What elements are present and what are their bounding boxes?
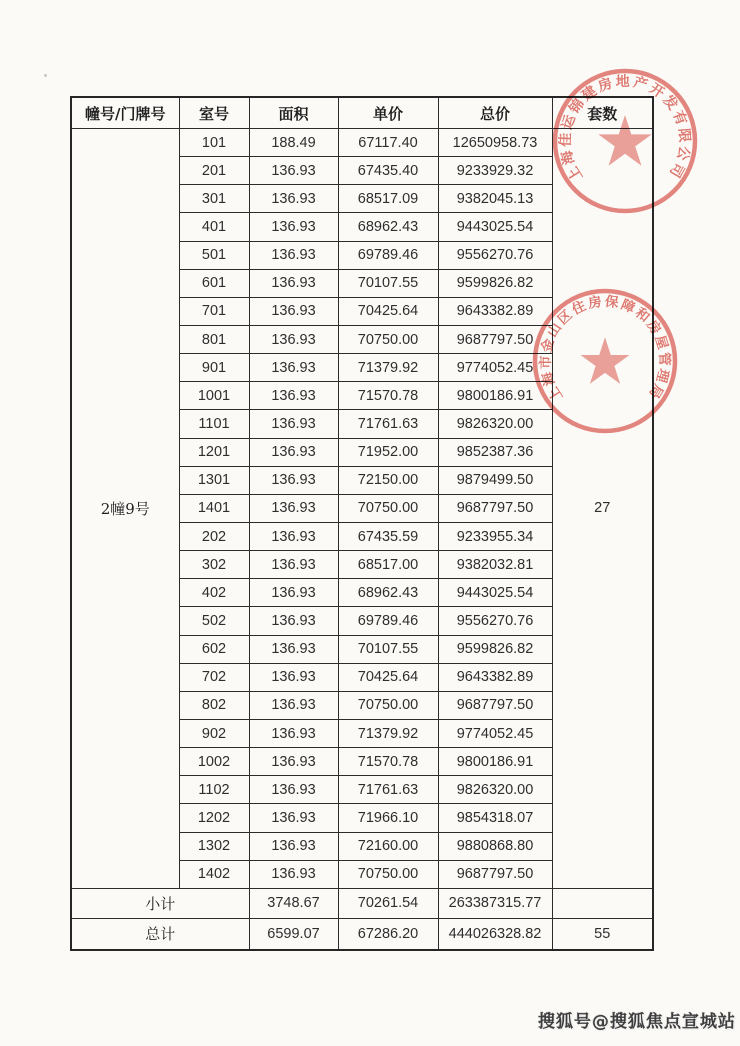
- grand-total-row: [71, 918, 653, 950]
- unit-price-cell: 71570.78: [338, 382, 438, 410]
- total-price-cell: 9687797.50: [438, 691, 552, 719]
- room-number-cell: 1002: [179, 748, 249, 776]
- room-number-cell: 1201: [179, 438, 249, 466]
- star-icon: [581, 337, 630, 384]
- room-number-cell: 702: [179, 663, 249, 691]
- building-label-cell: 2幢9号: [71, 129, 179, 889]
- room-number-cell: 901: [179, 354, 249, 382]
- total-price-cell: 9800186.91: [438, 382, 552, 410]
- total-price-cell: 9687797.50: [438, 494, 552, 522]
- area-cell: 136.93: [249, 466, 338, 494]
- total-price-cell: 9643382.89: [438, 297, 552, 325]
- room-number-cell: 801: [179, 325, 249, 353]
- area-cell: 136.93: [249, 748, 338, 776]
- area-cell: 136.93: [249, 438, 338, 466]
- total-price-cell: 9879499.50: [438, 466, 552, 494]
- area-cell: 136.93: [249, 410, 338, 438]
- unit-price-cell: 71966.10: [338, 804, 438, 832]
- room-number-cell: 101: [179, 129, 249, 157]
- room-number-cell: 601: [179, 269, 249, 297]
- subtotal-unit-price-cell: 70261.54: [338, 888, 438, 918]
- total-price-cell: 9599826.82: [438, 635, 552, 663]
- total-price-cell: 9687797.50: [438, 860, 552, 888]
- room-number-cell: 701: [179, 297, 249, 325]
- unit-price-cell: 71761.63: [338, 776, 438, 804]
- grand-total-area-cell: 6599.07: [249, 918, 338, 950]
- room-number-cell: 201: [179, 157, 249, 185]
- total-price-cell: 9826320.00: [438, 410, 552, 438]
- area-cell: 136.93: [249, 185, 338, 213]
- area-cell: 136.93: [249, 297, 338, 325]
- building-unit-count-cell: 27: [552, 129, 653, 889]
- col-header-unit-count: 套数: [552, 97, 653, 129]
- subtotal-total-price-cell: 263387315.77: [438, 888, 552, 918]
- grand-total-unit-price-cell: 67286.20: [338, 918, 438, 950]
- room-number-cell: 902: [179, 719, 249, 747]
- star-icon: [598, 115, 651, 166]
- room-number-cell: 502: [179, 607, 249, 635]
- room-number-cell: 802: [179, 691, 249, 719]
- unit-price-cell: 68962.43: [338, 579, 438, 607]
- area-cell: 136.93: [249, 494, 338, 522]
- subtotal-label-cell: 小计: [71, 888, 249, 918]
- area-cell: 136.93: [249, 776, 338, 804]
- total-price-cell: 9880868.80: [438, 832, 552, 860]
- room-number-cell: 1302: [179, 832, 249, 860]
- area-cell: 136.93: [249, 241, 338, 269]
- subtotal-unit-count-cell: [552, 888, 653, 918]
- total-price-cell: 9687797.50: [438, 325, 552, 353]
- unit-price-cell: 69789.46: [338, 607, 438, 635]
- total-price-cell: 9800186.91: [438, 748, 552, 776]
- area-cell: 136.93: [249, 325, 338, 353]
- area-cell: 136.93: [249, 607, 338, 635]
- area-cell: 136.93: [249, 579, 338, 607]
- total-price-cell: 12650958.73: [438, 129, 552, 157]
- total-price-cell: 9774052.45: [438, 719, 552, 747]
- area-cell: 136.93: [249, 269, 338, 297]
- unit-price-cell: 71379.92: [338, 719, 438, 747]
- total-price-cell: 9443025.54: [438, 579, 552, 607]
- bureau-seal-text: 上海市金山区住房保障和房屋管理局: [537, 293, 673, 404]
- room-number-cell: 202: [179, 522, 249, 550]
- room-number-cell: 301: [179, 185, 249, 213]
- room-number-cell: 401: [179, 213, 249, 241]
- col-header-unit-price: 单价: [338, 97, 438, 129]
- room-number-cell: 602: [179, 635, 249, 663]
- total-price-cell: 9599826.82: [438, 269, 552, 297]
- unit-price-cell: 70750.00: [338, 325, 438, 353]
- unit-price-cell: 68517.09: [338, 185, 438, 213]
- unit-price-cell: 71379.92: [338, 354, 438, 382]
- unit-price-cell: 70425.64: [338, 297, 438, 325]
- housing-bureau-seal-stamp: [530, 286, 680, 436]
- unit-price-cell: 70107.55: [338, 269, 438, 297]
- total-price-cell: 9556270.76: [438, 607, 552, 635]
- grand-total-label-cell: 总计: [71, 918, 249, 950]
- area-cell: 136.93: [249, 691, 338, 719]
- unit-price-cell: 67117.40: [338, 129, 438, 157]
- unit-price-cell: 70750.00: [338, 691, 438, 719]
- unit-price-cell: 71761.63: [338, 410, 438, 438]
- area-cell: 136.93: [249, 804, 338, 832]
- unit-price-cell: 72150.00: [338, 466, 438, 494]
- room-number-cell: 1202: [179, 804, 249, 832]
- room-number-cell: 1101: [179, 410, 249, 438]
- room-number-cell: 302: [179, 551, 249, 579]
- unit-price-cell: 71570.78: [338, 748, 438, 776]
- room-number-cell: 1001: [179, 382, 249, 410]
- area-cell: 136.93: [249, 157, 338, 185]
- unit-price-cell: 68517.00: [338, 551, 438, 579]
- unit-price-cell: 68962.43: [338, 213, 438, 241]
- unit-price-cell: 72160.00: [338, 832, 438, 860]
- area-cell: 136.93: [249, 382, 338, 410]
- area-cell: 136.93: [249, 213, 338, 241]
- col-header-room-number: 室号: [179, 97, 249, 129]
- subtotal-area-cell: 3748.67: [249, 888, 338, 918]
- unit-price-cell: 70107.55: [338, 635, 438, 663]
- area-cell: 136.93: [249, 635, 338, 663]
- unit-price-cell: 70425.64: [338, 663, 438, 691]
- sohu-watermark: 搜狐号@搜狐焦点宣城站: [538, 1012, 736, 1032]
- area-cell: 136.93: [249, 663, 338, 691]
- scan-speck: [44, 74, 47, 77]
- room-number-cell: 1402: [179, 860, 249, 888]
- total-price-cell: 9854318.07: [438, 804, 552, 832]
- developer-seal-text: 上海佳运锦建房地产开发有限公司: [557, 73, 693, 184]
- total-price-cell: 9443025.54: [438, 213, 552, 241]
- unit-price-cell: 67435.40: [338, 157, 438, 185]
- subtotal-row: [71, 888, 653, 918]
- developer-company-seal-stamp: [550, 66, 700, 216]
- area-cell: 136.93: [249, 522, 338, 550]
- col-header-total-price: 总价: [438, 97, 552, 129]
- grand-total-unit-count-cell: 55: [552, 918, 653, 950]
- area-cell: 136.93: [249, 860, 338, 888]
- room-number-cell: 402: [179, 579, 249, 607]
- room-number-cell: 1102: [179, 776, 249, 804]
- col-header-building-number: 幢号/门牌号: [71, 97, 179, 129]
- price-table: [70, 96, 654, 951]
- unit-price-cell: 67435.59: [338, 522, 438, 550]
- total-price-cell: 9382032.81: [438, 551, 552, 579]
- grand-total-total-price-cell: 444026328.82: [438, 918, 552, 950]
- unit-price-cell: 70750.00: [338, 494, 438, 522]
- area-cell: 136.93: [249, 354, 338, 382]
- total-price-cell: 9774052.45: [438, 354, 552, 382]
- price-table-body: [71, 129, 653, 950]
- area-cell: 136.93: [249, 551, 338, 579]
- col-header-area: 面积: [249, 97, 338, 129]
- total-price-cell: 9852387.36: [438, 438, 552, 466]
- total-price-cell: 9643382.89: [438, 663, 552, 691]
- unit-price-cell: 71952.00: [338, 438, 438, 466]
- unit-price-cell: 70750.00: [338, 860, 438, 888]
- unit-price-cell: 69789.46: [338, 241, 438, 269]
- area-cell: 136.93: [249, 832, 338, 860]
- total-price-cell: 9556270.76: [438, 241, 552, 269]
- total-price-cell: 9382045.13: [438, 185, 552, 213]
- room-number-cell: 501: [179, 241, 249, 269]
- total-price-cell: 9233955.34: [438, 522, 552, 550]
- total-price-cell: 9233929.32: [438, 157, 552, 185]
- room-number-cell: 1401: [179, 494, 249, 522]
- area-cell: 188.49: [249, 129, 338, 157]
- room-number-cell: 1301: [179, 466, 249, 494]
- total-price-cell: 9826320.00: [438, 776, 552, 804]
- area-cell: 136.93: [249, 719, 338, 747]
